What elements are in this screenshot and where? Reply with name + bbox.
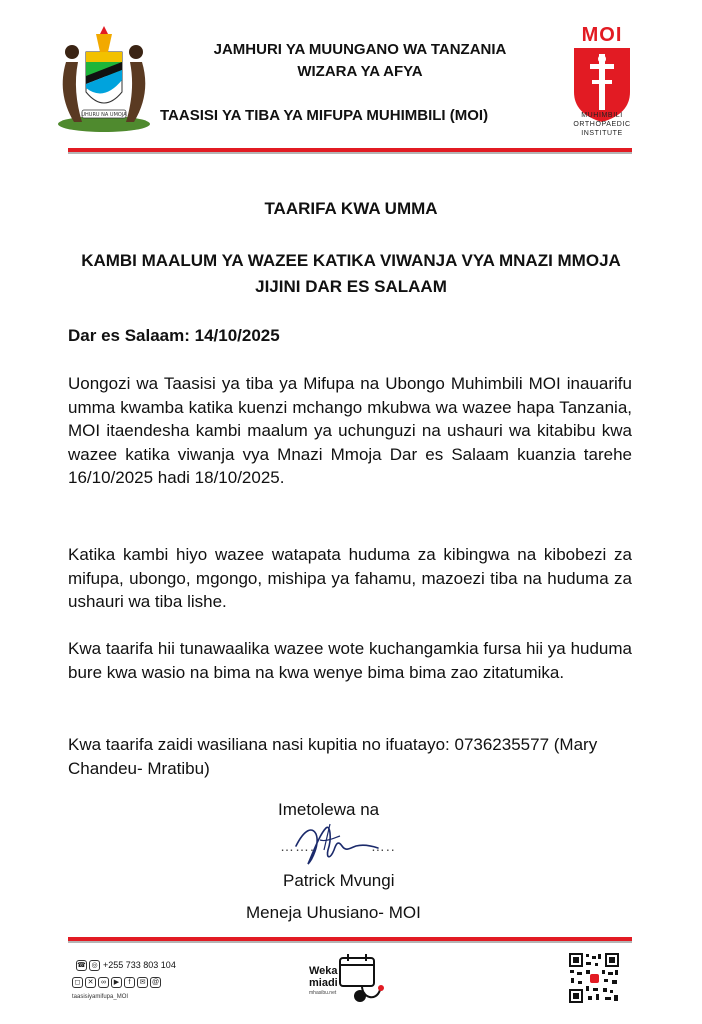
footer-phone[interactable]: +255 733 803 104 — [103, 960, 176, 970]
header-republic: JAMHURI YA MUUNGANO WA TANZANIA — [213, 41, 507, 58]
moi-logo-sub3: INSTITUTE — [581, 130, 623, 137]
moi-logo-title: MOI — [581, 24, 623, 46]
signature-dots-right: ….. — [370, 838, 396, 854]
miadi-label: miadi — [309, 977, 338, 989]
moi-logo-sub1: MUHIMBILI — [581, 112, 623, 119]
facebook-icon[interactable]: f — [124, 977, 135, 988]
instagram-icon[interactable]: ◻ — [72, 977, 83, 988]
header-institute: TAASISI YA TIBA YA MIFUPA MUHIMBILI (MOI) — [160, 107, 489, 124]
dateline: Dar es Salaam: 14/10/2025 — [68, 326, 280, 345]
signature-dots-left: ……. — [280, 838, 315, 854]
signatory-role: Meneja Uhusiano- MOI — [246, 903, 421, 922]
moi-logo-sub2: ORTHOPAEDIC — [573, 121, 631, 128]
signature-label: Imetolewa na — [278, 800, 380, 819]
whatsapp-icon[interactable]: ◎ — [89, 960, 100, 971]
svg-text:UHURU NA UMOJA: UHURU NA UMOJA — [81, 112, 127, 118]
paragraph: Katika kambi hiyo wazee watapata huduma za kibingwa na kibobezi za mifupa, ubongo, mgongo, mishipa ya fahamu, mazoezi tiba na huduma za ushauri wa tiba lishe. — [68, 545, 632, 611]
qr-code-icon[interactable] — [568, 952, 620, 1004]
paragraph: Uongozi wa Taasisi ya tiba ya Mifupa na Ubongo Muhimbili MOI inauarifu umma kwamba katika kuenzi mchango mkubwa wa wazee hapa Tanzania, MOI itaendesha kambi maalum ya uchunguzi na ushauri wa kitabibu kwa wazee katika viwanja vya Mnazi Mmoja Dar es Salaam kuanzia tarehe 16/10/2025 hadi 18/10/2025. — [68, 374, 632, 487]
phone-icon[interactable]: ☎ — [77, 962, 86, 969]
footer-handle[interactable]: taasisiyamifupa_MOI — [72, 994, 129, 1000]
signatory-name: Patrick Mvungi — [283, 871, 395, 890]
youtube-icon[interactable]: ▶ — [111, 977, 122, 988]
x-icon[interactable]: ✕ — [85, 977, 96, 988]
footer-divider-shadow — [68, 941, 632, 943]
header-ministry: WIZARA YA AFYA — [297, 63, 423, 80]
header-divider-shadow — [68, 152, 632, 154]
paragraph: Kwa taarifa zaidi wasiliana nasi kupitia no ifuatayo: 0736235577 (Mary Chandeu- Mratibu) — [68, 735, 598, 778]
paragraph: Kwa taarifa hii tunawaalika wazee wote kuchangamkia fursa hii ya huduma bure kwa wasio na bima na kwa wenye bima bima zao zitatumika. — [68, 639, 632, 682]
weka-site-label: mhasibu.net — [309, 990, 337, 996]
threads-icon[interactable]: @ — [151, 979, 160, 986]
handwritten-signature — [290, 820, 382, 872]
tanzania-coat-of-arms-icon — [52, 22, 156, 134]
email-icon[interactable]: ✉ — [137, 977, 148, 988]
link-icon[interactable]: ∞ — [98, 977, 109, 988]
weka-label: Weka — [309, 965, 338, 977]
notice-title: TAARIFA KWA UMMA — [264, 199, 438, 218]
notice-subtitle: KAMBI MAALUM YA WAZEE KATIKA VIWANJA VYA MNAZI MMOJA JIJINI DAR ES SALAAM — [81, 251, 621, 296]
